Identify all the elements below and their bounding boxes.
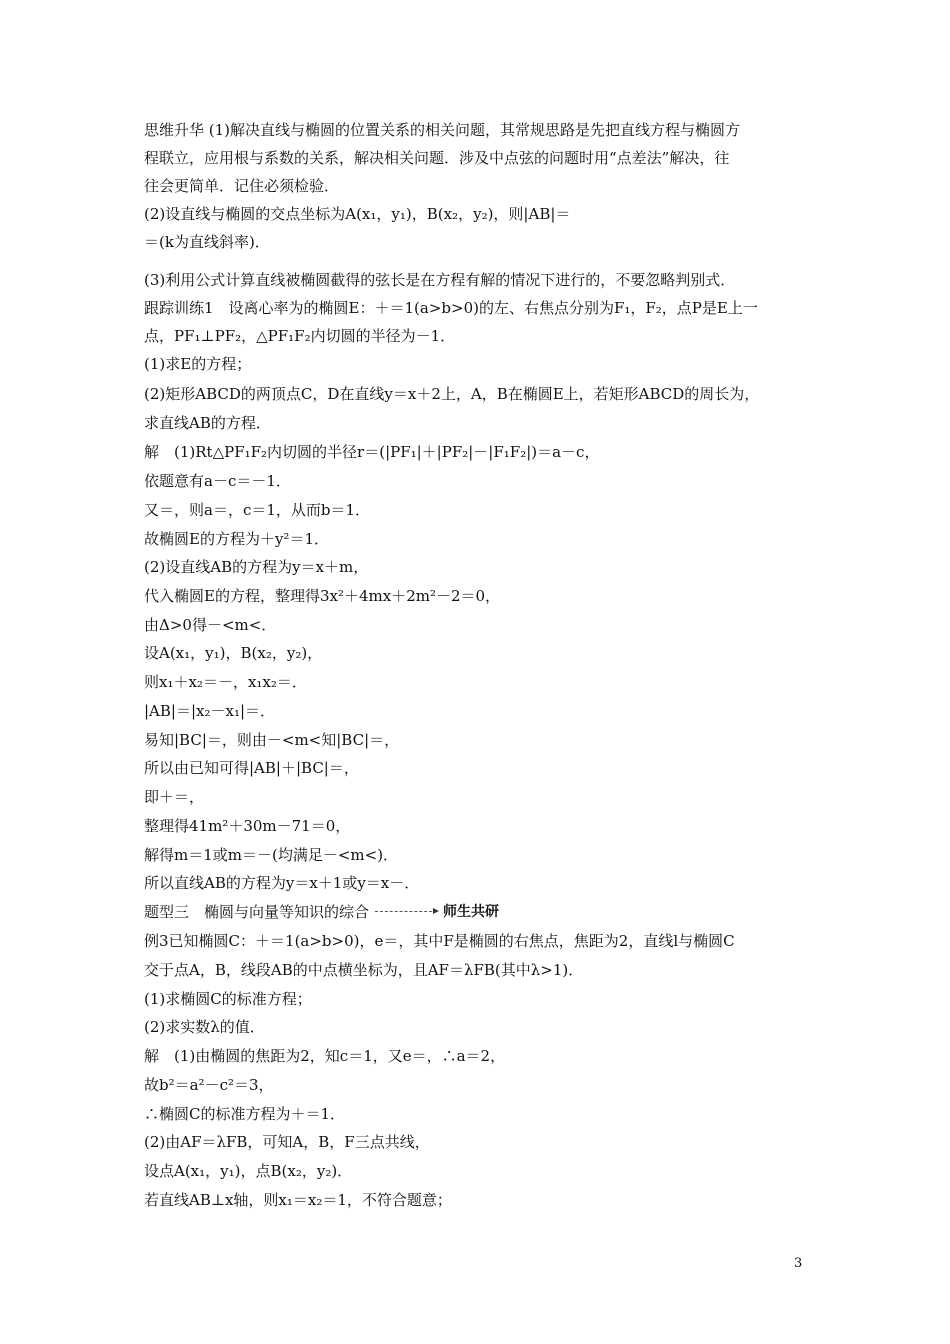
text-line: (1)求E的方程； (144, 355, 252, 373)
text-line: (2)求实数λ的值． (144, 1018, 265, 1036)
text-line: 整理得41m²＋30m－71＝0， (144, 817, 351, 835)
text-line: (1)求椭圆C的标准方程； (144, 990, 312, 1008)
text-line: (2)设直线与椭圆的交点坐标为A(x₁，y₁)，B(x₂，y₂)，则|AB|＝ (144, 205, 571, 223)
text-line: 解得m＝1或m＝－(均满足－<m<)． (144, 846, 399, 864)
section-heading (144, 902, 814, 922)
text-line: 故b²＝a²－c²＝3， (144, 1076, 274, 1094)
text-line: 设点A(x₁，y₁)，点B(x₂，y₂)． (144, 1162, 353, 1180)
text-line: |AB|＝|x₂－x₁|＝． (144, 702, 276, 720)
section-badge: 师生共研 (443, 904, 500, 920)
arrow-icon (375, 911, 437, 913)
page-number: 3 (794, 1256, 803, 1271)
text-line: 交于点A，B，线段AB的中点横坐标为，且AF＝λFB(其中λ>1)． (144, 961, 584, 979)
section-title: 题型三 椭圆与向量等知识的综合 (144, 903, 370, 921)
text-line: 解 (1)由椭圆的焦距为2，知c＝1，又e＝，∴a＝2， (144, 1047, 506, 1065)
text-line: 即＋＝， (144, 788, 205, 806)
text-line: 则x₁＋x₂＝－，x₁x₂＝． (144, 673, 307, 691)
text-line: 故椭圆E的方程为＋y²＝1． (144, 530, 329, 548)
text-line: 所以由已知可得|AB|＋|BC|＝， (144, 759, 359, 777)
text-line: 代入椭圆E的方程，整理得3x²＋4mx＋2m²－2＝0， (144, 587, 501, 605)
text-line: 解 (1)Rt△PF₁F₂内切圆的半径r＝(|PF₁|＋|PF₂|－|F₁F₂|)＝a－c， (144, 443, 600, 461)
text-line: (3)利用公式计算直线被椭圆截得的弦长是在方程有解的情况下进行的，不要忽略判别式． (144, 271, 736, 289)
text-line: 又＝，则a＝，c＝1，从而b＝1． (144, 501, 371, 519)
text-line: 易知|BC|＝，则由－<m<知|BC|＝， (144, 731, 400, 749)
text-line: ∴椭圆C的标准方程为＋＝1． (144, 1105, 346, 1123)
text-line: 例3已知椭圆C：＋＝1(a>b>0)，e＝，其中F是椭圆的右焦点，焦距为2，直线l与椭圆C (144, 932, 735, 950)
text-line: 点，PF₁⊥PF₂，△PF₁F₂内切圆的半径为－1． (144, 327, 456, 345)
text-line: 求直线AB的方程． (144, 414, 271, 432)
text-line: (2)矩形ABCD的两顶点C，D在直线y＝x＋2上，A，B在椭圆E上，若矩形ABCD的周长为， (144, 385, 760, 403)
text-line: 思维升华 (1)解决直线与椭圆的位置关系的相关问题，其常规思路是先把直线方程与椭圆方 (144, 121, 741, 139)
text-line: 所以直线AB的方程为y＝x＋1或y＝x－． (144, 874, 420, 892)
text-line: 若直线AB⊥x轴，则x₁＝x₂＝1，不符合题意； (144, 1191, 452, 1209)
text-line: 跟踪训练1 设离心率为的椭圆E：＋＝1(a>b>0)的左、右焦点分别为F₁，F₂，点P是E上一 (144, 299, 758, 317)
text-line: ＝(k为直线斜率)． (144, 233, 270, 251)
text-line: 往会更简单．记住必须检验． (144, 177, 340, 195)
text-line: (2)设直线AB的方程为y＝x＋m， (144, 558, 369, 576)
text-line: 设A(x₁，y₁)，B(x₂，y₂)， (144, 644, 323, 662)
text-line: (2)由AF＝λFB，可知A，B，F三点共线， (144, 1133, 430, 1151)
text-line: 程联立，应用根与系数的关系，解决相关问题．涉及中点弦的问题时用“点差法”解决，往 (144, 149, 730, 167)
text-line: 依题意有a－c＝－1． (144, 472, 291, 490)
text-line: 由Δ>0得－<m<． (144, 616, 277, 634)
